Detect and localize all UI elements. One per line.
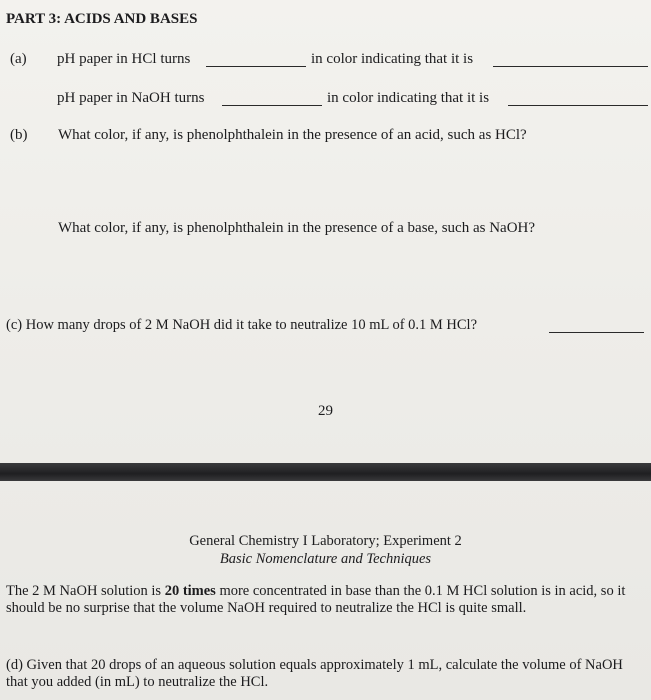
question-a-line2-mid: in color indicating that it is (327, 90, 490, 106)
page2-header-subtitle: Basic Nomenclature and Techniques (219, 551, 432, 567)
question-a-line1-text: pH paper in HCl turns (57, 51, 191, 67)
part-heading: PART 3: ACIDS AND BASES (6, 11, 198, 27)
page2-header-title: General Chemistry I Laboratory; Experiment 2 (189, 533, 462, 549)
answer-blank-naoh-color[interactable] (222, 105, 322, 106)
page-number: 29 (318, 403, 333, 419)
question-d: (d) Given that 20 drops of an aqueous solution equals approximately 1 mL, calculate the volume of NaOH that you added (in mL) to neutralize the HCl. (6, 657, 623, 690)
answer-blank-hcl-type[interactable] (493, 66, 648, 67)
answer-blank-drops[interactable] (549, 332, 644, 333)
question-b-label: (b) (10, 127, 28, 143)
question-c: (c) How many drops of 2 M NaOH did it take to neutralize 10 mL of 0.1 M HCl? (6, 317, 478, 333)
question-a-label: (a) (10, 51, 27, 67)
question-a-line2-text: pH paper in NaOH turns (57, 90, 205, 106)
question-b-acid: What color, if any, is phenolphthalein in the presence of an acid, such as HCl? (58, 127, 527, 143)
question-b-base: What color, if any, is phenolphthalein in the presence of a base, such as NaOH? (58, 220, 536, 236)
answer-blank-naoh-type[interactable] (508, 105, 648, 106)
question-a-line1-mid: in color indicating that it is (311, 51, 474, 67)
concentration-paragraph: The 2 M NaOH solution is 20 times more concentrated in base than the 0.1 M HCl solution is in acid, so it should be no surprise that the volume NaOH required to neutralize the HCl is quite small. (6, 583, 626, 616)
page-divider (0, 463, 651, 481)
answer-blank-hcl-color[interactable] (206, 66, 306, 67)
